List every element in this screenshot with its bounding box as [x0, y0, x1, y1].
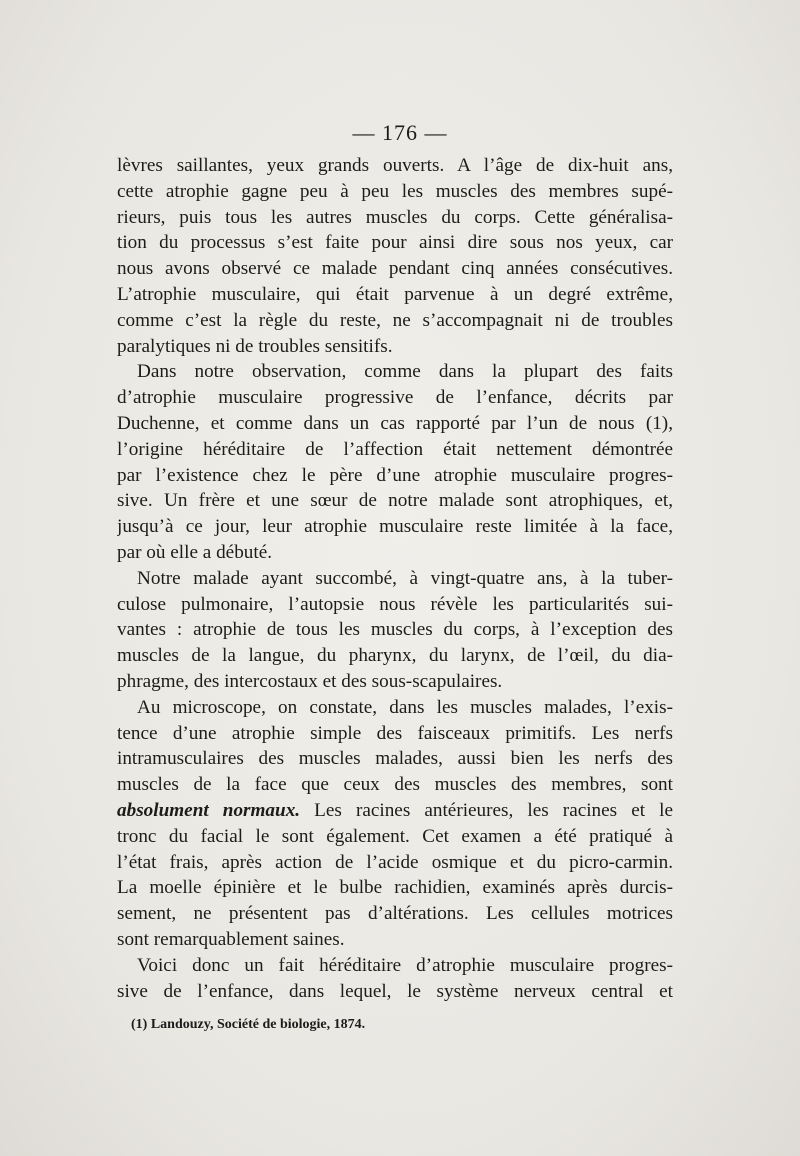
text-line: sont remarquablement saines. [117, 928, 345, 950]
text-line: Dans notre observation, comme dans la plupart des faits [137, 361, 673, 383]
emphasized-text: absolument normaux. [117, 799, 301, 821]
text-line: l’état frais, après action de l’acide osmique et du picro-carmin. [117, 851, 673, 873]
text-line: Notre malade ayant succombé, à vingt-quatre ans, à la tuber- [137, 567, 673, 589]
text-line: d’atrophie musculaire progressive de l’enfance, décrits par [117, 387, 673, 409]
text-line: culose pulmonaire, l’autopsie nous révèle les particularités sui- [117, 593, 673, 615]
text-line: par où elle a débuté. [117, 541, 273, 563]
body-text [117, 153, 673, 1004]
text-line: tence d’une atrophie simple des faisceaux primitifs. Les nerfs [117, 722, 673, 744]
text-line: La moelle épinière et le bulbe rachidien, examinés après durcis- [117, 877, 673, 899]
text-line: jusqu’à ce jour, leur atrophie musculaire reste limitée à la face, [117, 516, 673, 538]
text-line: lèvres saillantes, yeux grands ouverts. A l’âge de dix-huit ans, [117, 155, 673, 176]
text-line: sive. Un frère et une sœur de notre malade sont atrophiques, et, [117, 490, 673, 512]
text-line: cette atrophie gagne peu à peu les muscles des membres supé- [117, 180, 673, 202]
text-line [117, 798, 673, 824]
text-line: Duchenne, et comme dans un cas rapporté par l’un de nous (1), [117, 412, 673, 434]
text-line: tronc du facial le sont également. Cet examen a été pratiqué à [117, 825, 673, 847]
text-line: intramusculaires des muscles malades, aussi bien les nerfs des [117, 748, 673, 770]
page-number: — 176 — [352, 120, 448, 145]
text-line: vantes : atrophie de tous les muscles du corps, à l’exception des [117, 619, 673, 641]
text-line: Au microscope, on constate, dans les muscles malades, l’exis- [137, 696, 673, 718]
text-line: tion du processus s’est faite pour ainsi dire sous nos yeux, car [117, 232, 673, 254]
text-line: Voici donc un fait héréditaire d’atrophie musculaire progres- [137, 954, 673, 976]
text-line: muscles de la langue, du pharynx, du larynx, de l’œil, du dia- [117, 645, 673, 667]
text-line: comme c’est la règle du reste, ne s’accompagnait ni de troubles [117, 309, 673, 331]
footnote: (1) Landouzy, Société de biologie, 1874. [131, 1017, 366, 1032]
text-line: l’origine héréditaire de l’affection était nettement démontrée [117, 438, 673, 460]
text-line: sive de l’enfance, dans lequel, le système nerveux central et [117, 980, 673, 1002]
text-line: phragme, des intercostaux et des sous-scapulaires. [117, 670, 503, 692]
text-line: rieurs, puis tous les autres muscles du corps. Cette généralisa- [117, 206, 673, 228]
text-span: Les racines antérieures, les racines et le [300, 799, 673, 821]
text-line: L’atrophie musculaire, qui était parvenue à un degré extrême, [117, 283, 673, 305]
text-line: sement, ne présentent pas d’altérations. Les cellules motrices [117, 903, 673, 925]
text-line: muscles de la face que ceux des muscles des membres, sont [117, 774, 673, 796]
text-line: paralytiques ni de troubles sensitifs. [117, 335, 393, 357]
text-line: nous avons observé ce malade pendant cinq années consécutives. [117, 258, 673, 280]
text-line: par l’existence chez le père d’une atrophie musculaire progres- [117, 464, 673, 486]
